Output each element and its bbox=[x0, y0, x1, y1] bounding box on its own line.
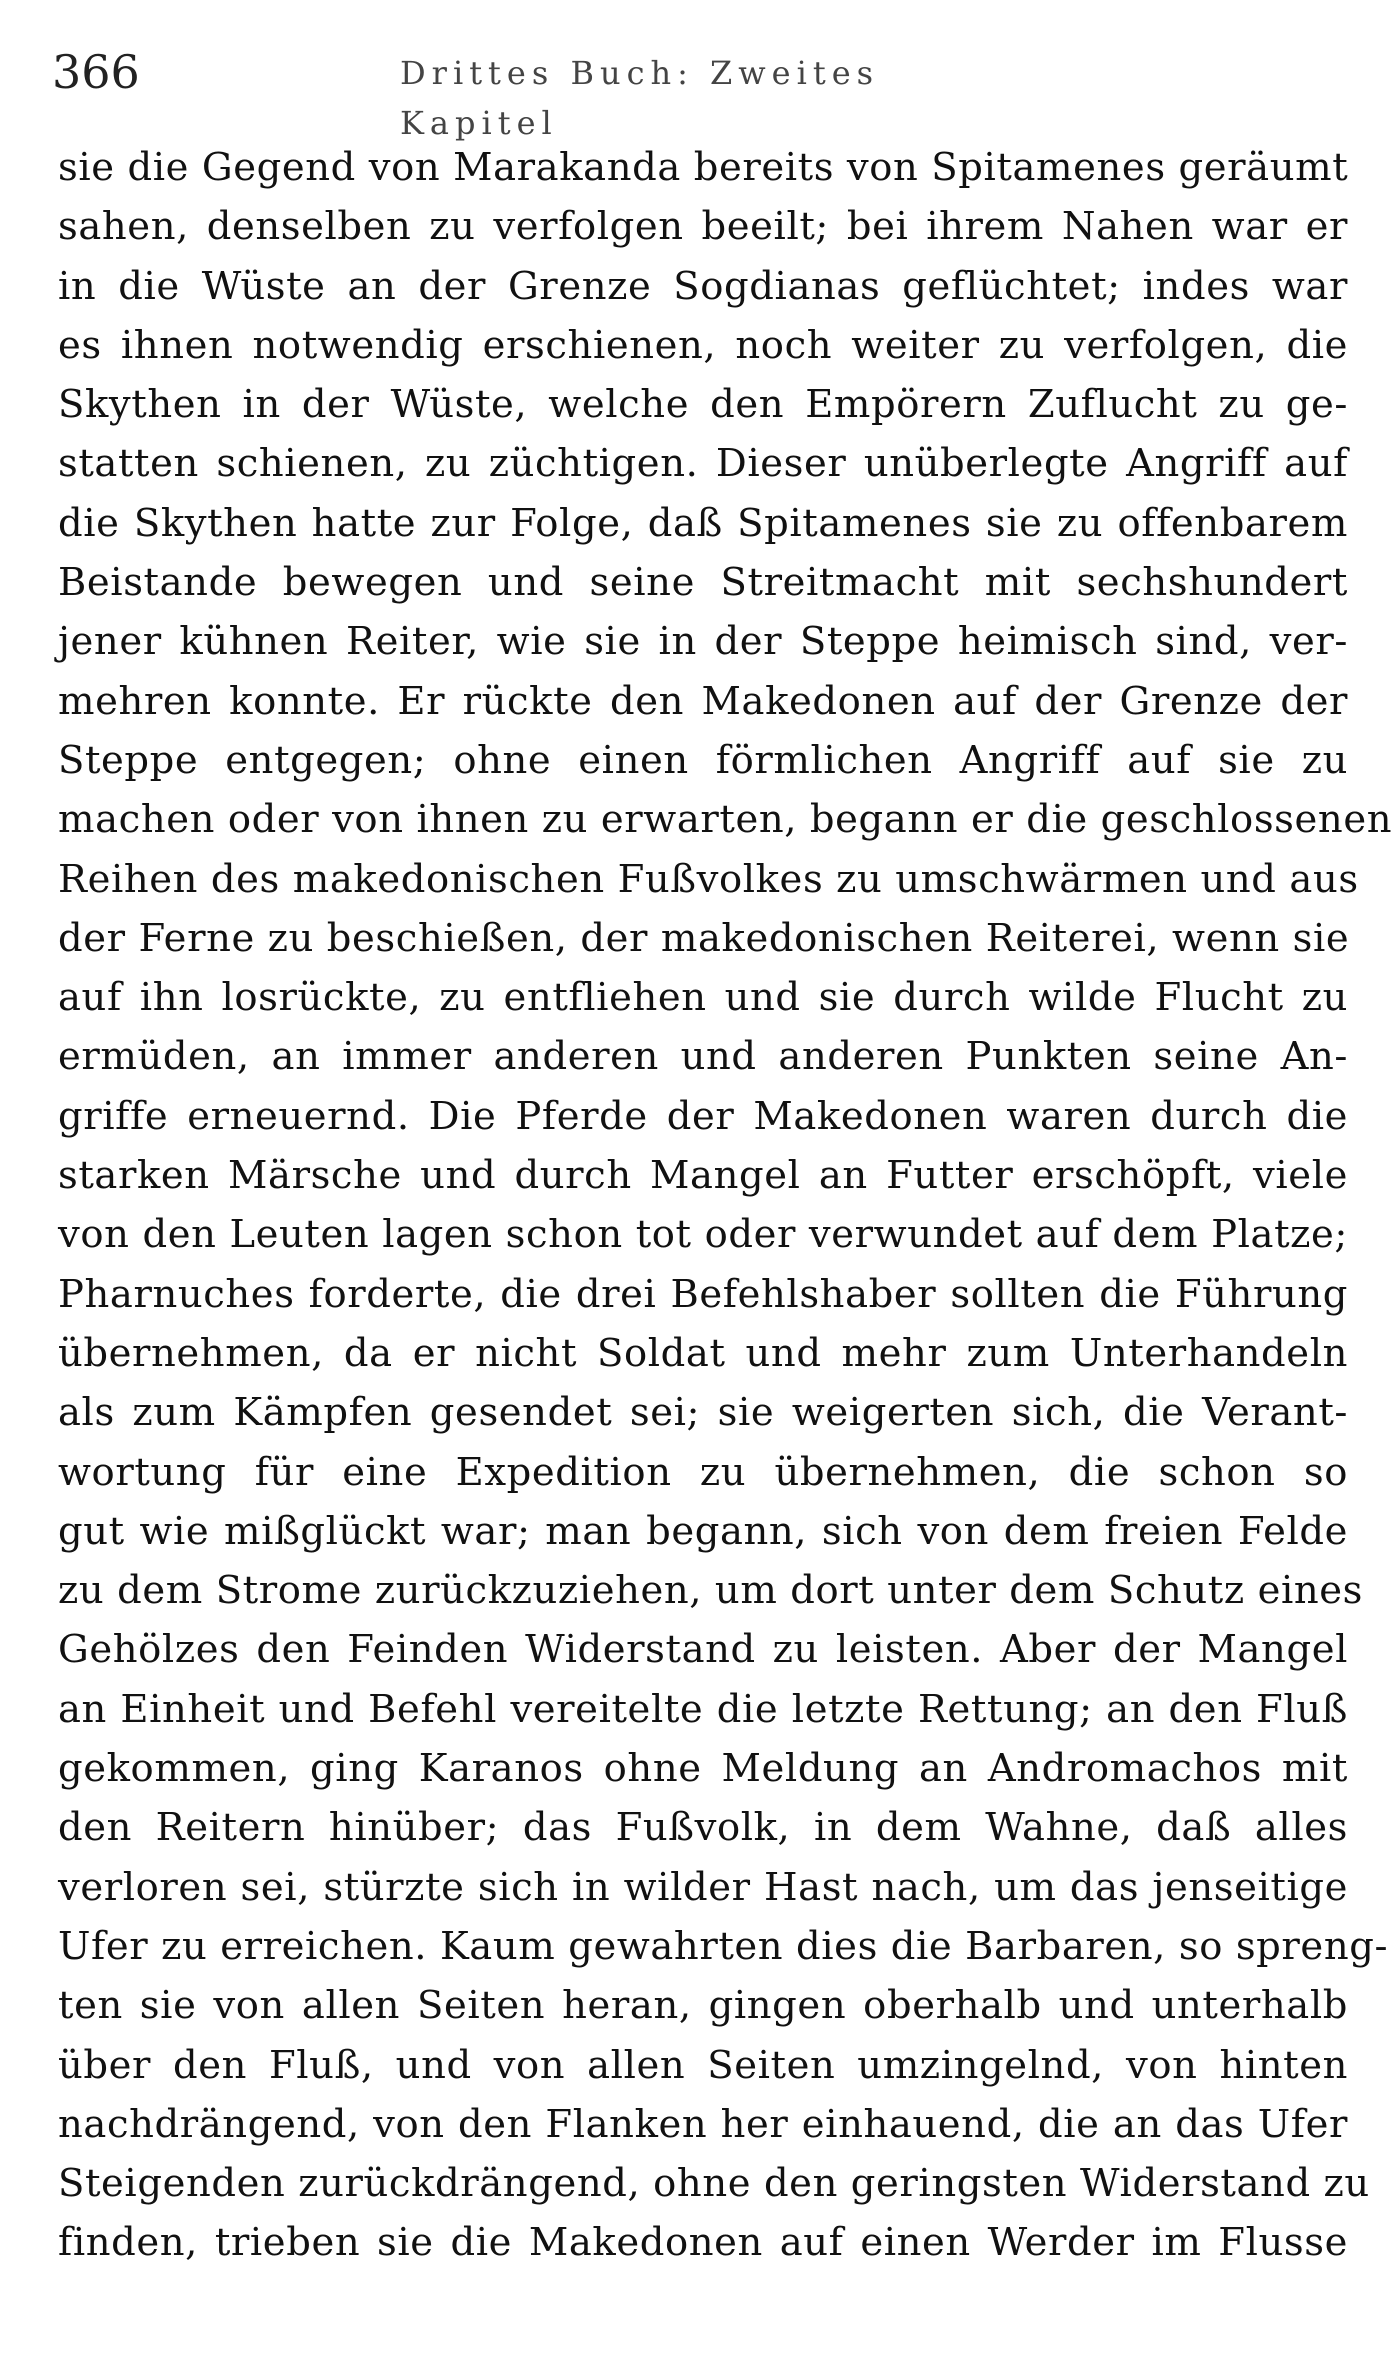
text-line: wortung für eine Expedition zu übernehmen, die schon so bbox=[58, 1449, 1348, 1495]
text-line: verloren sei, stürzte sich in wilder Hast nach, um das jenseitige bbox=[58, 1864, 1348, 1910]
text-line: der Ferne zu beschießen, der makedonischen Reiterei, wenn sie bbox=[58, 915, 1350, 961]
text-line: nachdrängend, von den Flanken her einhauend, die an das Ufer bbox=[58, 2101, 1348, 2147]
running-head: Drittes Buch: Zweites Kapitel bbox=[400, 54, 880, 142]
text-line: Steppe entgegen; ohne einen förmlichen Angriff auf sie zu bbox=[58, 737, 1348, 783]
text-line: mehren konnte. Er rückte den Makedonen auf der Grenze der bbox=[58, 678, 1348, 724]
body-text bbox=[58, 138, 1393, 2273]
text-line: Reihen des makedonischen Fußvolkes zu umschwärmen und aus bbox=[58, 856, 1359, 902]
text-line: sie die Gegend von Marakanda bereits von Spitamenes geräumt bbox=[58, 145, 1349, 190]
text-line: ten sie von allen Seiten heran, gingen oberhalb und unterhalb bbox=[58, 1983, 1348, 2029]
text-line: griffe erneuernd. Die Pferde der Makedonen waren durch die bbox=[58, 1093, 1348, 1139]
text-line: Pharnuches forderte, die drei Befehlshaber sollten die Führung bbox=[58, 1271, 1348, 1317]
text-line: gut wie mißglückt war; man begann, sich von dem freien Felde bbox=[58, 1508, 1348, 1554]
text-line: Skythen in der Wüste, welche den Empörern Zuflucht zu ge- bbox=[58, 382, 1348, 428]
text-line: es ihnen notwendig erschienen, noch weiter zu verfolgen, die bbox=[58, 322, 1348, 368]
text-line: jener kühnen Reiter, wie sie in der Steppe heimisch sind, ver- bbox=[58, 619, 1348, 665]
text-line: statten schienen, zu züchtigen. Dieser unüberlegte Angriff auf bbox=[58, 441, 1348, 487]
text-line: Steigenden zurückdrängend, ohne den geringsten Widerstand zu bbox=[58, 2161, 1370, 2207]
text-line: an Einheit und Befehl vereitelte die letzte Rettung; an den Fluß bbox=[58, 1686, 1348, 1732]
page-number: 366 bbox=[52, 45, 140, 99]
text-line: zu dem Strome zurückzuziehen, um dort unter dem Schutz eines bbox=[58, 1568, 1364, 1614]
text-line: über den Fluß, und von allen Seiten umzingelnd, von hinten bbox=[58, 2042, 1348, 2088]
text-line: sahen, denselben zu verfolgen beeilt; bei ihrem Nahen war er bbox=[58, 204, 1348, 250]
text-line: ermüden, an immer anderen und anderen Punkten seine An- bbox=[58, 1034, 1348, 1080]
text-line: finden, trieben sie die Makedonen auf einen Werder im Flusse bbox=[58, 2220, 1348, 2266]
text-line: in die Wüste an der Grenze Sogdianas geflüchtet; indes war bbox=[58, 263, 1348, 309]
text-line: als zum Kämpfen gesendet sei; sie weigerten sich, die Verant- bbox=[58, 1390, 1348, 1436]
text-line: machen oder von ihnen zu erwarten, begann er die geschlossenen bbox=[58, 797, 1393, 843]
text-line: gekommen, ging Karanos ohne Meldung an Andromachos mit bbox=[58, 1746, 1348, 1792]
text-line: starken Märsche und durch Mangel an Futter erschöpft, viele bbox=[58, 1153, 1348, 1199]
text-line: die Skythen hatte zur Folge, daß Spitamenes sie zu offenbarem bbox=[58, 500, 1348, 546]
text-line: von den Leuten lagen schon tot oder verwundet auf dem Platze; bbox=[58, 1212, 1348, 1258]
text-line: Gehölzes den Feinden Widerstand zu leisten. Aber der Mangel bbox=[58, 1627, 1348, 1673]
text-line: übernehmen, da er nicht Soldat und mehr zum Unterhandeln bbox=[58, 1330, 1348, 1376]
text-line: auf ihn losrückte, zu entfliehen und sie durch wilde Flucht zu bbox=[58, 975, 1348, 1021]
text-line: Ufer zu erreichen. Kaum gewahrten dies die Barbaren, so spreng- bbox=[58, 1923, 1389, 1969]
text-line: den Reitern hinüber; das Fußvolk, in dem Wahne, daß alles bbox=[58, 1805, 1348, 1851]
text-line: Beistande bewegen und seine Streitmacht mit sechshundert bbox=[58, 560, 1348, 606]
